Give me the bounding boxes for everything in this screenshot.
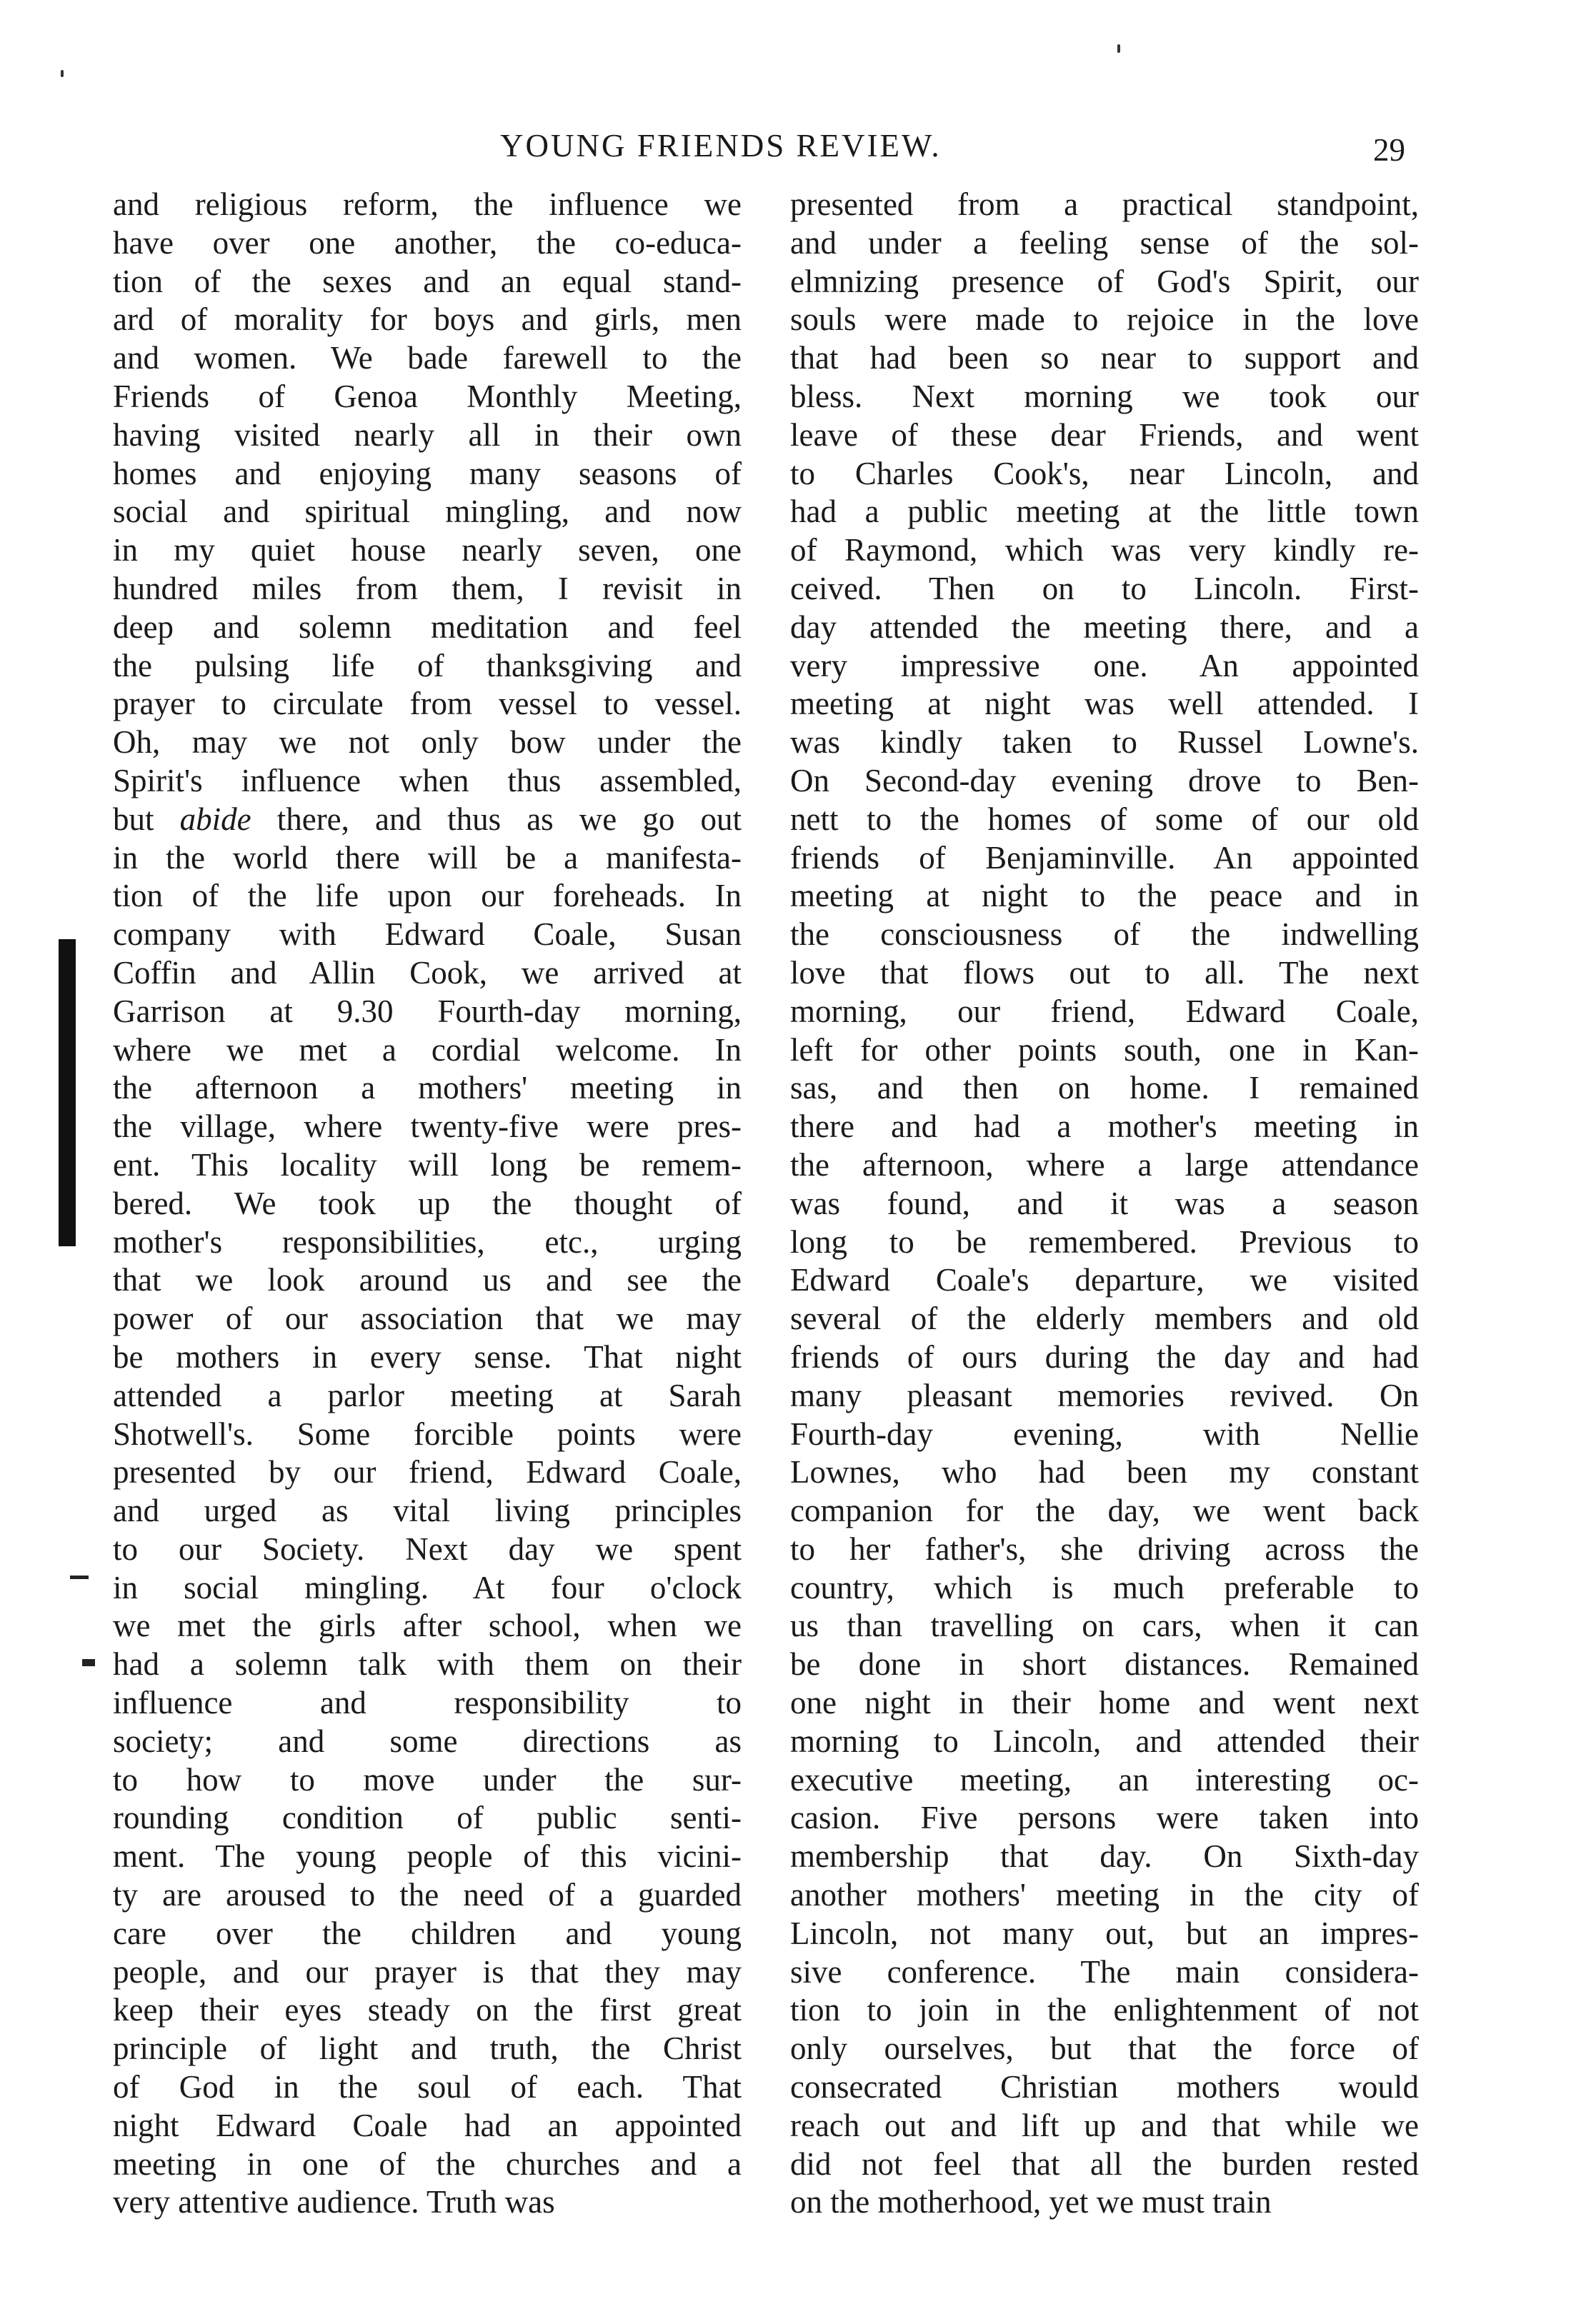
text-line: bless. Next morning we took our <box>790 378 1419 414</box>
text-line: and under a feeling sense of the sol- <box>790 224 1419 261</box>
text-line: and women. We bade farewell to the <box>113 340 742 376</box>
text-line: to our Society. Next day we spent <box>113 1531 742 1567</box>
text-line: to her father's, she driving across the <box>790 1531 1419 1567</box>
text-line: the village, where twenty-five were pres- <box>113 1108 742 1145</box>
text-line: tion of the sexes and an equal stand- <box>113 263 742 299</box>
text-line: presented by our friend, Edward Coale, <box>113 1454 742 1491</box>
text-line: was kindly taken to Russel Lowne's. <box>790 724 1419 761</box>
text-line: us than travelling on cars, when it can <box>790 1608 1419 1644</box>
text-line: having visited nearly all in their own <box>113 416 742 453</box>
text-line: that we look around us and see the <box>113 1262 742 1298</box>
text-line: leave of these dear Friends, and went <box>790 416 1419 453</box>
text-line: souls were made to rejoice in the love <box>790 301 1419 338</box>
text-line: ty are aroused to the need of a guarded <box>113 1877 742 1913</box>
text-line: On Second-day evening drove to Ben- <box>790 762 1419 798</box>
text-line: Oh, may we not only bow under the <box>113 724 742 761</box>
text-line: morning to Lincoln, and attended their <box>790 1723 1419 1759</box>
text-line: meeting at night to the peace and in <box>790 878 1419 914</box>
text-line: another mothers' meeting in the city of <box>790 1877 1419 1913</box>
text-line: care over the children and young <box>113 1915 742 1951</box>
text-line: elmnizing presence of God's Spirit, our <box>790 263 1419 299</box>
text-line: morning, our friend, Edward Coale, <box>790 993 1419 1029</box>
text-line: be done in short distances. Remained <box>790 1646 1419 1683</box>
text-line: Edward Coale's departure, we visited <box>790 1262 1419 1298</box>
text-line: the afternoon a mothers' meeting in <box>113 1070 742 1106</box>
text-line: very attentive audience. Truth was <box>113 2184 555 2220</box>
page-number: 29 <box>1373 132 1405 168</box>
text-line: homes and enjoying many seasons of <box>113 455 742 491</box>
text-line: of Raymond, which was very kindly re- <box>790 532 1419 569</box>
text-line: but abide there, and thus as we go out <box>113 801 742 837</box>
text-line: to how to move under the sur- <box>113 1761 742 1798</box>
margin-mark <box>82 1659 95 1666</box>
text-line: people, and our prayer is that they may <box>113 1953 742 1990</box>
text-line: ard of morality for boys and girls, men <box>113 301 742 338</box>
scan-speck <box>61 70 64 77</box>
text-line: Spirit's influence when thus assembled, <box>113 762 742 798</box>
text-line: to Charles Cook's, near Lincoln, and <box>790 455 1419 491</box>
text-line: social and spiritual mingling, and now <box>113 494 742 530</box>
right-column <box>790 186 1419 2222</box>
text-line: have over one another, the co-educa- <box>113 224 742 261</box>
text-line: in the world there will be a manifesta- <box>113 839 742 876</box>
margin-ink-bar <box>59 939 76 1246</box>
text-line: one night in their home and went next <box>790 1685 1419 1721</box>
text-line: casion. Five persons were taken into <box>790 1800 1419 1836</box>
text-line: in my quiet house nearly seven, one <box>113 532 742 569</box>
text-line: and urged as vital living principles <box>113 1493 742 1529</box>
scan-speck <box>1117 44 1120 53</box>
text-line: Fourth-day evening, with Nellie <box>790 1416 1419 1452</box>
text-line: long to be remembered. Previous to <box>790 1223 1419 1260</box>
text-line: companion for the day, we went back <box>790 1493 1419 1529</box>
text-line: of God in the soul of each. That <box>113 2069 742 2105</box>
text-line: Coffin and Allin Cook, we arrived at <box>113 954 742 991</box>
text-line: had a solemn talk with them on their <box>113 1646 742 1683</box>
margin-mark <box>70 1576 89 1579</box>
text-line: there and had a mother's meeting in <box>790 1108 1419 1145</box>
text-line: influence and responsibility to <box>113 1685 742 1721</box>
text-line: Lownes, who had been my constant <box>790 1454 1419 1491</box>
text-line: attended a parlor meeting at Sarah <box>113 1377 742 1413</box>
text-line: we met the girls after school, when we <box>113 1608 742 1644</box>
text-line: hundred miles from them, I revisit in <box>113 570 742 606</box>
text-line: very impressive one. An appointed <box>790 647 1419 683</box>
text-line: the pulsing life of thanksgiving and <box>113 647 742 683</box>
text-line: country, which is much preferable to <box>790 1569 1419 1606</box>
text-line: the consciousness of the indwelling <box>790 916 1419 953</box>
text-line: ent. This locality will long be remem- <box>113 1146 742 1183</box>
text-line: friends of Benjaminville. An appointed <box>790 839 1419 876</box>
text-line: executive meeting, an interesting oc- <box>790 1761 1419 1798</box>
text-line: reach out and lift up and that while we <box>790 2107 1419 2143</box>
text-line: ceived. Then on to Lincoln. First- <box>790 570 1419 606</box>
text-line: in social mingling. At four o'clock <box>113 1569 742 1606</box>
left-column <box>113 186 742 2222</box>
text-line: on the motherhood, yet we must train <box>790 2184 1272 2220</box>
text-line: Lincoln, not many out, but an impres- <box>790 1915 1419 1951</box>
text-line: be mothers in every sense. That night <box>113 1338 742 1375</box>
text-line: tion of the life upon our foreheads. In <box>113 878 742 914</box>
text-line: had a public meeting at the little town <box>790 494 1419 530</box>
running-header: YOUNG FRIENDS REVIEW. <box>500 128 942 164</box>
text-line: presented from a practical standpoint, <box>790 186 1419 222</box>
text-line: Friends of Genoa Monthly Meeting, <box>113 378 742 414</box>
text-line: day attended the meeting there, and a <box>790 608 1419 645</box>
text-line: was found, and it was a season <box>790 1185 1419 1221</box>
text-line: left for other points south, one in Kan- <box>790 1031 1419 1068</box>
text-line: where we met a cordial welcome. In <box>113 1031 742 1068</box>
emphasis: abide <box>179 801 251 837</box>
text-line: nett to the homes of some of our old <box>790 801 1419 837</box>
text-line: many pleasant memories revived. On <box>790 1377 1419 1413</box>
text-line: sas, and then on home. I remained <box>790 1070 1419 1106</box>
text-line: company with Edward Coale, Susan <box>113 916 742 953</box>
text-line: did not feel that all the burden rested <box>790 2145 1419 2182</box>
text-line: society; and some directions as <box>113 1723 742 1759</box>
text-line: membership that day. On Sixth-day <box>790 1838 1419 1875</box>
text-line: meeting in one of the churches and a <box>113 2145 742 2182</box>
text-line: keep their eyes steady on the first great <box>113 1992 742 2028</box>
text-line: love that flows out to all. The next <box>790 954 1419 991</box>
text-line: only ourselves, but that the force of <box>790 2030 1419 2067</box>
text-line: sive conference. The main considera- <box>790 1953 1419 1990</box>
text-line: ment. The young people of this vicini- <box>113 1838 742 1875</box>
text-line: principle of light and truth, the Christ <box>113 2030 742 2067</box>
text-line: the afternoon, where a large attendance <box>790 1146 1419 1183</box>
text-line: power of our association that we may <box>113 1301 742 1337</box>
text-line: friends of ours during the day and had <box>790 1338 1419 1375</box>
text-line: night Edward Coale had an appointed <box>113 2107 742 2143</box>
text-line: mother's responsibilities, etc., urging <box>113 1223 742 1260</box>
text-line: deep and solemn meditation and feel <box>113 608 742 645</box>
text-line: meeting at night was well attended. I <box>790 686 1419 722</box>
text-line: Shotwell's. Some forcible points were <box>113 1416 742 1452</box>
text-line: consecrated Christian mothers would <box>790 2069 1419 2105</box>
text-line: that had been so near to support and <box>790 340 1419 376</box>
text-line: rounding condition of public senti- <box>113 1800 742 1836</box>
text-line: Garrison at 9.30 Fourth-day morning, <box>113 993 742 1029</box>
text-line: prayer to circulate from vessel to vessel. <box>113 686 742 722</box>
text-line: tion to join in the enlightenment of not <box>790 1992 1419 2028</box>
text-line: and religious reform, the influence we <box>113 186 742 222</box>
text-line: several of the elderly members and old <box>790 1301 1419 1337</box>
text-line: bered. We took up the thought of <box>113 1185 742 1221</box>
